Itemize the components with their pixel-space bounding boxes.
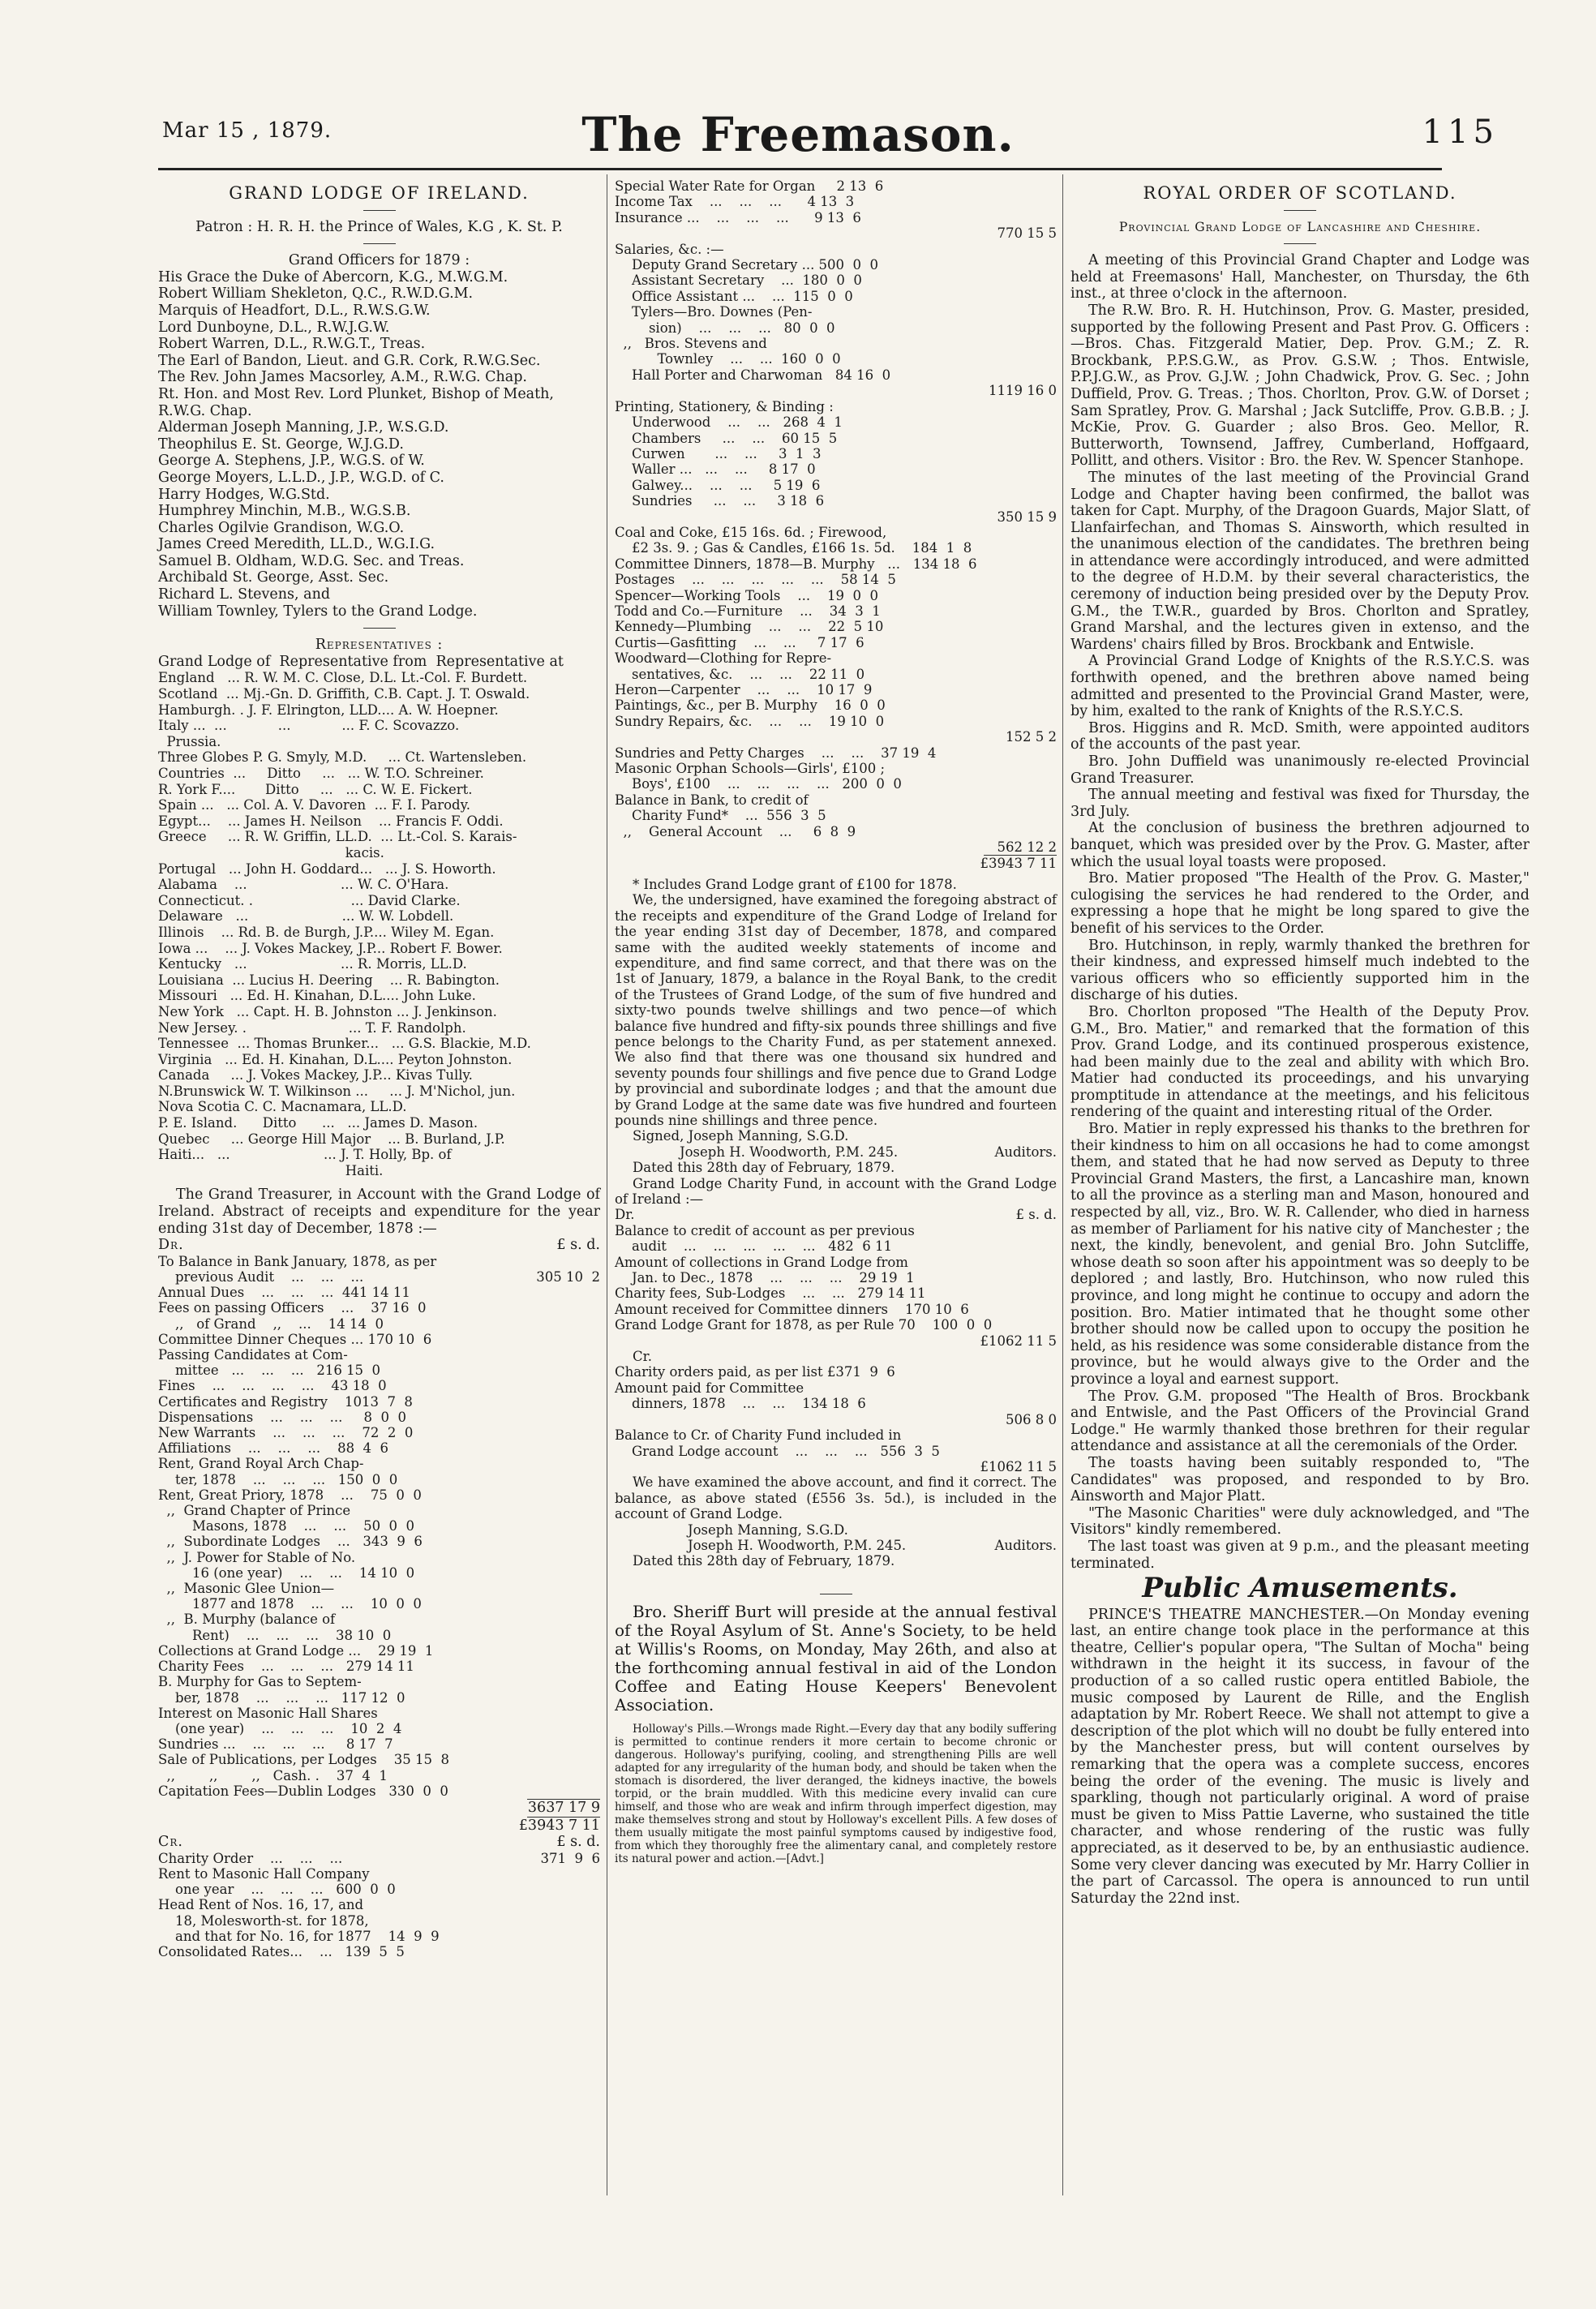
receipt-line [158, 1596, 600, 1612]
representative-line: kacis. [158, 844, 384, 861]
receipt-line [158, 1752, 600, 1767]
payment-line [158, 1882, 600, 1897]
expense-line: Sundry Repairs, &c. ... ... 19 10 0 [615, 713, 885, 729]
divider [363, 210, 396, 211]
article-heading: GRAND LODGE OF IRELAND. [229, 183, 530, 203]
charity-line: Amount received for Committee dinners 170 10 6 [615, 1301, 969, 1317]
salary-line: Townley ... ... 160 0 0 [615, 351, 841, 367]
receipt-line-label: Passing Candidates at Com- [158, 1347, 348, 1363]
payment-line [158, 1929, 600, 1944]
receipt-line-label: Fees on passing Officers ... 37 16 0 [158, 1300, 427, 1316]
divider [1284, 210, 1316, 211]
officer-line: Alderman Joseph Manning, J.P., W.S.G.D. [158, 419, 449, 436]
article-paragraph: Bro. Hutchinson, in reply, warmly thanked the brethren for their kindness, and expressed himself much indebted to the various officers who so efficiently supported him in the discharge of his duties. [1070, 937, 1530, 1004]
representatives-header: Grand Lodge of Representative from Representative at [158, 653, 564, 670]
masthead-rule [158, 168, 1442, 170]
officer-line: Harry Hodges, W.G.Std. [158, 486, 330, 503]
lsd-header: £ s. d. [556, 1237, 600, 1254]
article-subheading: Provincial Grand Lodge of Lancashire and Cheshire. [1118, 219, 1482, 234]
charity-line: Balance to credit of account as per previous [615, 1222, 915, 1238]
representative-line: Tennessee ... Thomas Brunker... ... G.S. Blackie, M.D. [158, 1036, 531, 1052]
representative-line: R. York F.... Ditto ... ... C. W. E. Fickert. [158, 781, 473, 797]
receipt-line [158, 1410, 600, 1425]
officers-list [158, 269, 600, 620]
officer-line: Samuel B. Oldham, W.D.G. Sec. and Treas. [158, 552, 465, 569]
receipts-total: £3943 7 11 [518, 1817, 600, 1834]
representative-line: P. E. Island. Ditto ... ... James D. Mason. [158, 1115, 478, 1131]
salaries-list [615, 242, 1057, 384]
charity-total-2: £1062 11 5 [980, 1458, 1057, 1474]
receipt-line-label: Capitation Fees—Dublin Lodges 330 0 0 [158, 1783, 448, 1799]
expense-line: Special Water Rate for Organ 2 13 6 [615, 178, 884, 194]
receipt-line [158, 1518, 600, 1534]
payment-line [158, 1944, 600, 1959]
receipt-line-label: Charity Fees ... ... ... 279 14 11 [158, 1659, 414, 1675]
expense-line: Charity Fund* ... 556 3 5 [615, 808, 826, 824]
printing-line: Chambers ... ... 60 15 5 [615, 430, 838, 446]
expense-line: Todd and Co.—Furniture ... 34 3 1 [615, 603, 881, 619]
representative-line: New York ... Capt. H. B. Johnston ... J. Jenkinson. [158, 1003, 497, 1019]
misc-list [615, 588, 1057, 730]
receipt-line-label: Sundries ... ... ... ... 8 17 7 [158, 1736, 393, 1753]
receipt-line-label: Masons, 1878 ... ... 50 0 0 [158, 1518, 415, 1534]
officer-line: Charles Ogilvie Grandison, W.G.O. [158, 519, 405, 536]
receipt-line [158, 1472, 600, 1487]
representative-line: N.Brunswick W. T. Wilkinson ... ... J. M'Nichol, jun. [158, 1083, 516, 1099]
column-2 [615, 178, 1057, 1865]
subtotal-a: 770 15 5 [997, 225, 1057, 242]
receipt-line-label: ,, Grand Chapter of Prince [158, 1503, 351, 1519]
auditors-label-2: Auditors. [994, 1537, 1057, 1553]
dated-line-2: Dated this 28th day of February, 1879. [633, 1553, 895, 1569]
receipt-line-label: previous Audit ... ... ... [158, 1269, 364, 1285]
article-paragraph: At the conclusion of business the brethren adjourned to banquet, which was presided over by the Prov. G. Master, after which the usual loyal toasts were proposed. [1070, 820, 1530, 870]
payment-line-label: Consolidated Rates... ... 139 5 5 [158, 1943, 405, 1959]
officer-line: William Townley, Tylers to the Grand Lodge. [158, 603, 478, 620]
receipt-line-label: Sale of Publications, per Lodges 35 15 8 [158, 1752, 449, 1768]
officer-line: George A. Stephens, J.P., W.G.S. of W. [158, 453, 425, 470]
expense-line: sentatives, &c. ... ... 22 11 0 [615, 666, 865, 682]
officer-line: Archibald St. George, Asst. Sec. [158, 569, 389, 586]
receipt-line [158, 1628, 600, 1643]
article-paragraph: The R.W. Bro. R. H. Hutchinson, Prov. G. Master, presided, supported by the following Present and Past Prov. G. Officers :—Bros. Chas. Fitzgerald Matier, Dep. Prov. G.M.; Z. R. Brockbank, P.P.S.G.W., as Prov. G.S.W. ; Thos. Entwisle, P.P.J.G.W., as Prov. G.J.W. ; John Chadwick, Prov. G. Sec. ; John Duffield, Prov. G. Treas. ; Thos. Chorlton, Prov. G.W. of Dorset ; Sam Spratley, Prov. G. Marshal ; Jack Sutcliffe, Prov. G.B.B. ; J. McKie, Prov. G. Guarder ; also Bros. Geo. Mellor, R. Butterworth, Townsend, Jaffrey, Cumberland, Hoffgaard, Pollitt, and others. Visitor : Bro. the Rev. W. Spencer Stanhope. [1070, 302, 1530, 470]
receipt-line-label: ,, of Grand ,, ... 14 14 0 [158, 1315, 384, 1332]
representative-line: Hamburgh. . J. F. Elrington, LLD.... A. W. Hoepner. [158, 702, 499, 718]
signature-4: Joseph H. Woodworth, P.M. 245. [688, 1537, 907, 1553]
representative-line: Missouri ... Ed. H. Kinahan, D.L.... John Luke. [158, 988, 476, 1004]
receipt-line [158, 1612, 600, 1627]
charity-dr-items [615, 1223, 1057, 1333]
expense-line: Paintings, &c., per B. Murphy 16 0 0 [615, 697, 886, 714]
receipt-line-label: Rent, Grand Royal Arch Chap- [158, 1456, 364, 1472]
payment-line-label: Head Rent of Nos. 16, 17, and [158, 1897, 364, 1913]
charity-line: Jan. to Dec., 1878 ... ... ... 29 19 1 [615, 1270, 915, 1286]
officer-line: Robert William Shekleton, Q.C., R.W.D.G.M. [158, 285, 474, 303]
patron-line: Patron : H. R. H. the Prince of Wales, K.G , K. St. P. [195, 218, 563, 235]
receipt-line [158, 1550, 600, 1565]
article-paragraph: Bro. Matier in reply expressed his thanks to the brethren for their kindness to him on all occasions he had to come amongst them, and stated that he had now served as Deputy to three Provincial Grand Masters, the first, a Lancashire man, known to all the province as a sterling man and Mason, honoured and respected by all, viz., Bro. W. R. Callender, who died in harness as member of Parliament for his native city of Manchester ; the next, the kindly, benevolent, and genial Bro. John Sutcliffe, whose death so soon after his appointment was so deeply to be deplored ; and lastly, Bro. Hutchinson, who now ruled this province, and long might he continue to occupy and adorn the position. Bro. Matier intimated that he thought some other brother should now be called upon to occupy the position he held, as his residence was some considerable distance from the province, but he would always give to the Order and the province a loyal and earnest support. [1070, 1121, 1530, 1388]
receipt-line [158, 1254, 600, 1269]
printing-list [615, 399, 1057, 509]
receipt-line-label: Committee Dinner Cheques ... 170 10 6 [158, 1331, 432, 1347]
sheriff-notice: Bro. Sheriff Burt will preside at the annual festival of the Royal Asylum of St. Anne's Society, to be held at Willis's Rooms, on Monday, May 26th, and also at the forthcoming annual festival in aid of the London Coffee and Eating House Keepers' Benevolent Association. [615, 1601, 1057, 1715]
representative-line: Countries ... Ditto ... ... W. T.O. Schreiner. [158, 766, 484, 781]
receipt-line-label: Rent, Great Priory, 1878 ... 75 0 0 [158, 1487, 422, 1503]
expense-line: £2 3s. 9. ; Gas & Candles, £166 1s. 5d. 184 1 8 [615, 540, 972, 556]
expense-line: Spencer—Working Tools ... 19 0 0 [615, 587, 879, 603]
salary-line: Deputy Grand Secretary ... 500 0 0 [615, 257, 879, 273]
article-paragraph: Bro. Matier proposed "The Health of the Prov. G. Master," culogising the services he had rendered to the Order, and expressing a hope that he might be long spared to give the benefit of his services to the Order. [1070, 870, 1530, 937]
receipt-line-label: Fines ... ... ... ... 43 18 0 [158, 1378, 387, 1394]
auditors-label: Auditors. [994, 1144, 1057, 1160]
representative-line: Delaware ... ... W. W. Lobdell. [158, 908, 454, 925]
section-heading: Public Amusements. [1142, 1572, 1458, 1605]
charity-cr-items [615, 1364, 1057, 1411]
holloway-advert: Holloway's Pills.—Wrongs made Right.—Every day that any bodily suffering is permitted to continue renders it more certain to become chronic or dangerous. Holloway's purifying, cooling, and strengthening Pills are well adapted for any irregularity of the human body, and should be taken when the stomach is disordered, the liver deranged, the kidneys inactive, the bowels torpid, or the brain muddled. With this medicine every invalid can cure himself, and those who are weak and infirm through imperfect digestion, may make themselves strong and stout by Holloway's excellent Pills. A few doses of them usually mitigate the most painful symptoms caused by indigestive food, from which they thoroughly free the alimentary canal, and completely restore its natural power and action.—[Advt.] [615, 1722, 1057, 1865]
payment-line [158, 1866, 600, 1882]
charity-cr-label: Cr. [633, 1349, 652, 1365]
charity-title: Grand Lodge Charity Fund, in account with the Grand Lodge of Ireland :— [615, 1175, 1057, 1207]
receipt-line-label: ,, B. Murphy (balance of [158, 1612, 336, 1628]
receipt-line-label: Dispensations ... ... ... 8 0 0 [158, 1409, 407, 1425]
lsd-header: £ s. d. [556, 1834, 600, 1851]
officer-line: The Rev. John James Macsorley, A.M., R.W.G. Chap. [158, 369, 527, 386]
page-number: 115 [1422, 114, 1499, 151]
subtotal-b: 1119 16 0 [989, 383, 1057, 399]
representatives-title: Representatives : [315, 637, 444, 654]
payment-line [158, 1897, 600, 1912]
representative-line: Italy ... ... ... ... F. C. Scovazzo. [158, 718, 460, 734]
signature-3: Joseph Manning, S.G.D. [688, 1521, 848, 1538]
expense-line: Boys', £100 ... ... ... ... 200 0 0 [615, 776, 902, 792]
subtotal-c: 350 15 9 [997, 509, 1057, 525]
expense-line: Postages ... ... ... ... ... 58 14 5 [615, 572, 896, 588]
charity-dr-label: Dr. [615, 1207, 635, 1223]
receipt-line [158, 1643, 600, 1659]
representative-line: Quebec ... George Hill Major ... B. Burland, J.P. [158, 1131, 505, 1147]
representative-line: Spain ... ... Col. A. V. Davoren ... F. I. Parody. [158, 797, 470, 813]
article-paragraph: The toasts having been suitably responded to, "The Candidates" was proposed, and responded to by Bro. Ainsworth and Major Platt. [1070, 1454, 1530, 1505]
masthead [49, 107, 1547, 169]
payment-line-label: Charity Order ... ... ... [158, 1850, 343, 1866]
receipt-line [158, 1425, 600, 1440]
printing-line: Waller ... ... ... 8 17 0 [615, 461, 816, 478]
receipt-line-label: (one year) ... ... ... 10 2 4 [158, 1720, 402, 1736]
receipt-line [158, 1378, 600, 1393]
receipt-line-label: Affiliations ... ... ... 88 4 6 [158, 1440, 389, 1457]
signature-2: Joseph H. Woodworth, P.M. 245. [680, 1144, 899, 1160]
expense-line: Woodward—Clothing for Repre- [615, 650, 832, 667]
expense-line: Curtis—Gasfitting ... ... 7 17 6 [615, 634, 865, 650]
payment-line-label: one year ... ... ... 600 0 0 [158, 1882, 396, 1898]
expense-line: Masonic Orphan Schools—Girls', £100 ; [615, 761, 886, 777]
receipt-line [158, 1503, 600, 1518]
receipt-line [158, 1394, 600, 1410]
expense-line: Insurance ... ... ... ... 9 13 6 [615, 209, 861, 225]
receipt-line [158, 1487, 600, 1503]
expense-line: Sundries and Petty Charges ... ... 37 19 4 [615, 745, 937, 761]
salary-line: Hall Porter and Charwoman 84 16 0 [615, 367, 891, 383]
representative-line: Iowa ... ... J. Vokes Mackey, J.P... Robert F. Bower. [158, 940, 503, 956]
charity-line: Charity fees, Sub-Lodges ... ... 279 14 11 [615, 1285, 926, 1302]
article-paragraph: A Provincial Grand Lodge of Knights of the R.S.Y.C.S. was forthwith opened, and the brethren above named being admitted and presented to the Provincial Grand Master, were, by him, exalted to the rank of Knights of the R.S.Y.C.S. [1070, 653, 1530, 720]
receipt-line [158, 1706, 600, 1721]
receipt-line-label: Interest on Masonic Hall Shares [158, 1705, 378, 1721]
payment-line-amount: 371 9 6 [540, 1850, 600, 1866]
charity-lsd-header: £ s. d. [1015, 1207, 1057, 1223]
representative-line: Haiti. [158, 1162, 384, 1178]
expense-line: Income Tax ... ... ... 4 13 3 [615, 194, 855, 210]
representative-line: Louisiana ... Lucius H. Deering ... R. Babington. [158, 972, 500, 988]
officer-line: Marquis of Headfort, D.L., R.W.S.G.W. [158, 302, 431, 319]
payments-list [158, 1851, 600, 1959]
article-paragraph: The minutes of the last meeting of the Provincial Grand Lodge and Chapter having been confirmed, the ballot was taken for Capt. Murphy, of the Dragoon Guards, Major Slatt, of Llanfairfechan, and Thomas S. Ainsworth, which resulted in the unanimous election of the candidates. The brethren being in attendance were accordingly introduced, and were admitted to the degree of H.D.M. by their several characteristics, the ceremony of induction being presided over by the Deputy Prov. G.M., the T.W.R., guarded by Bros. Chorlton and Spratley, Grand Marshal, and the lectures given in extenso, and the Wardens' chairs filled by Bros. Brockbank and Entwisle. [1070, 469, 1530, 653]
officer-line: James Creed Meredith, LL.D., W.G.I.G. [158, 536, 435, 553]
salary-line: Office Assistant ... ... 115 0 0 [615, 288, 853, 304]
receipt-line-label: ,, Subordinate Lodges ... 343 9 6 [158, 1534, 423, 1550]
expense-line: Heron—Carpenter ... ... 10 17 9 [615, 682, 873, 697]
article-paragraph: Bro. John Duffield was unanimously re-elected Provincial Grand Treasurer. [1070, 753, 1530, 787]
receipt-line-label: To Balance in Bank January, 1878, as per [158, 1253, 437, 1269]
receipt-line-label: ter, 1878 ... ... ... 150 0 0 [158, 1471, 398, 1487]
receipt-line [158, 1269, 600, 1285]
salary-line: Assistant Secretary ... 180 0 0 [615, 273, 862, 289]
receipt-line [158, 1659, 600, 1674]
charity-line: Grand Lodge Grant for 1878, as per Rule 70 100 0 0 [615, 1317, 993, 1333]
audit-paragraph: We, the undersigned, have examined the foregoing abstract of the receipts and expenditure of the Grand Lodge of Ireland for the year ending 31st day of December, 1878, and compared same with the audited weekly statements of income and expenditure, and find same correct, and that there was on the 1st of January, 1879, a balance in the Royal Bank, to the credit of the Trustees of Grand Lodge, of the sum of five hundred and sixty-two pounds twelve shillings and two pence—of which balance five hundred and fifty-six pounds three shillings and five pence belongs to the Charity Fund, as per statement annexed. We also find that there was one thousand six hundred and seventy pounds four shillings and five pence due to Grand Lodge by provincial and subordinate lodges ; and that the amount due by Grand Lodge at the same date was five hundred and fourteen pounds nine shillings and three pence. [615, 892, 1057, 1128]
expense-line: Kennedy—Plumbing ... ... 22 5 10 [615, 619, 884, 635]
representative-line: Portugal ... John H. Goddard... ... J. S. Howorth. [158, 861, 496, 877]
officer-line: Rt. Hon. and Most Rev. Lord Plunket, Bishop of Meath, R.W.G. Chap. [158, 385, 554, 419]
charity-line: dinners, 1878 ... ... 134 18 6 [615, 1396, 866, 1412]
expense-line: Coal and Coke, £15 16s. 6d. ; Firewood, [615, 524, 887, 540]
newspaper-title: The Freemason. [581, 107, 1015, 162]
charity-line: Amount paid for Committee [615, 1380, 804, 1396]
receipt-line [158, 1456, 600, 1471]
receipt-line-label: 16 (one year) ... ... 14 10 0 [158, 1564, 415, 1581]
receipt-line [158, 1285, 600, 1300]
divider [1284, 243, 1316, 244]
charity-line: Charity orders paid, as per list £371 9 6 [615, 1364, 895, 1380]
receipt-line-label: ,, Masonic Glee Union— [158, 1581, 335, 1597]
receipt-line [158, 1300, 600, 1315]
issue-date: Mar 15 , 1879. [162, 118, 332, 143]
receipt-line-label: New Warrants ... ... ... 72 2 0 [158, 1425, 414, 1441]
receipt-line [158, 1581, 600, 1596]
receipt-line-label: 1877 and 1878 ... ... 10 0 0 [158, 1596, 422, 1612]
representative-line: Three Globes P. G. Smyly, M.D. ... Ct. Wartensleben. [158, 749, 527, 766]
receipt-line-label: Rent) ... ... ... 38 10 0 [158, 1627, 392, 1643]
receipt-line [158, 1332, 600, 1347]
printing-line: Sundries ... ... 3 18 6 [615, 493, 825, 509]
receipts-list [158, 1254, 600, 1799]
receipt-line [158, 1347, 600, 1363]
receipt-line [158, 1674, 600, 1689]
footnote: * Includes Grand Lodge grant of £100 for 1878. [633, 876, 957, 892]
representative-line: Connecticut. . ... David Clarke. [158, 892, 461, 908]
representatives-list [158, 670, 600, 1178]
officer-line: The Earl of Bandon, Lieut. and G.R. Cork, R.W.G.Sec. [158, 352, 541, 369]
article-paragraph: The annual meeting and festival was fixed for Thursday, the 3rd July. [1070, 787, 1530, 820]
officer-line: George Moyers, L.L.D., J.P., W.G.D. of C. [158, 469, 444, 486]
receipt-line-label: Annual Dues ... ... ... 441 14 11 [158, 1285, 410, 1301]
charity-line: Grand Lodge account ... ... ... 556 3 5 [615, 1443, 940, 1459]
grand-total: £3943 7 11 [980, 856, 1057, 872]
article-heading: ROYAL ORDER OF SCOTLAND. [1143, 183, 1457, 203]
charity-subtotal: 506 8 0 [1006, 1411, 1057, 1427]
representative-line: Haiti... ... ... J. T. Holly, Bp. of [158, 1147, 452, 1163]
printing-line: Printing, Stationery, & Binding : [615, 398, 834, 414]
receipt-line [158, 1534, 600, 1549]
salary-line: Salaries, &c. :— [615, 241, 724, 257]
charity-line: audit ... ... ... ... ... 482 6 11 [615, 1238, 892, 1255]
receipt-line [158, 1565, 600, 1581]
expense-line: Committee Dinners, 1878—B. Murphy ... 134 18 6 [615, 556, 977, 572]
dr-label: Dr. [158, 1237, 184, 1254]
article-body [1070, 252, 1530, 1572]
article-paragraph: The Prov. G.M. proposed "The Health of Bros. Brockbank and Entwisle, and the Past Officers of the Provincial Grand Lodge." He warmly thanked those brethren for their regular attendance and assistance at all the ceremonials of the Order. [1070, 1388, 1530, 1455]
receipt-line-amount: 305 10 2 [536, 1269, 600, 1285]
printing-line: Galwey... ... ... 5 19 6 [615, 477, 821, 493]
article-paragraph: Bro. Chorlton proposed "The Health of the Deputy Prov. G.M., Bro. Matier," and remarked that the formation of this Prov. Grand Lodge, and its continued prosperous existence, had been mainly due to the zeal and ability with which Bro. Matier had conducted its proceedings, and his unvarying promptitude in attendance at the meetings, and his felicitous rendering of the quaint and interesting ritual of the Order. [1070, 1003, 1530, 1121]
expense-line: Balance in Bank, to credit of [615, 792, 809, 808]
divider [363, 243, 396, 244]
article-paragraph: A meeting of this Provincial Grand Chapter and Lodge was held at Freemasons' Hall, Manchester, on Thursday, the 6th inst., at three o'clock in the afternoon. [1070, 252, 1530, 303]
printing-line: Underwood ... ... 268 4 1 [615, 414, 843, 431]
payment-line-label: Rent to Masonic Hall Company [158, 1865, 370, 1882]
receipt-line [158, 1721, 600, 1736]
payment-line [158, 1851, 600, 1866]
divider [363, 628, 396, 629]
column-divider [1062, 174, 1063, 2195]
column-3 [1070, 178, 1530, 1907]
receipt-line-label: Collections at Grand Lodge ... 29 19 1 [158, 1642, 434, 1659]
representative-line: Prussia. [158, 733, 221, 749]
officer-line: His Grace the Duke of Abercorn, K.G., M.W.G.M. [158, 268, 508, 285]
representative-line: Illinois ... Rd. B. de Burgh, J.P.... Wiley M. Egan. [158, 924, 495, 940]
representative-line: New Jersey. . ... T. F. Randolph. [158, 1019, 466, 1036]
audit-paragraph-2: We have examined the above account, and find it correct. The balance, as above stated (£556 3s. 5d.), is included in the account of Grand Lodge. [615, 1474, 1057, 1522]
receipt-line-label: ,, J. Power for Stable of No. [158, 1549, 356, 1565]
officer-line: Humphrey Minchin, M.B., W.G.S.B. [158, 503, 411, 520]
receipt-line [158, 1316, 600, 1332]
article-paragraph: The last toast was given at 9 p.m., and the pleasant meeting terminated. [1070, 1538, 1530, 1572]
receipt-line [158, 1768, 600, 1783]
subtotal-e: 562 12 2 [997, 839, 1057, 856]
representative-line: Canada ... J. Vokes Mackey, J.P... Kivas Tully. [158, 1067, 473, 1084]
salary-line: ,, Bros. Stevens and [615, 336, 767, 352]
charity-line: Amount of collections in Grand Lodge from [615, 1254, 908, 1270]
subtotal-d: 152 5 2 [1006, 729, 1057, 745]
representative-line: Virginia ... Ed. H. Kinahan, D.L.... Peyton Johnston. [158, 1051, 513, 1067]
charity-total-1: £1062 11 5 [980, 1333, 1057, 1349]
expenses-list-a [615, 178, 1057, 225]
article-paragraph: Bros. Higgins and R. McD. Smith, were appointed auditors of the accounts of the past year. [1070, 719, 1530, 753]
officer-line: Theophilus E. St. George, W.J.G.D. [158, 436, 404, 453]
column-1 [158, 178, 600, 1959]
salary-line: Tylers—Bro. Downes (Pen- [615, 304, 813, 320]
receipt-line-label: ,, ,, ,, Cash. . 37 4 1 [158, 1767, 388, 1783]
signature-1: Signed, Joseph Manning, S.G.D. [633, 1128, 849, 1144]
receipts-subtotal: 3637 17 9 [527, 1799, 600, 1816]
payment-line [158, 1913, 600, 1929]
representative-line: Egypt... ... James H. Neilson ... Francis F. Oddi. [158, 813, 504, 829]
receipt-line-label: mittee ... ... ... 216 15 0 [158, 1363, 381, 1379]
representative-line: Alabama ... ... W. C. O'Hara. [158, 877, 449, 893]
dated-line: Dated this 28th day of February, 1879. [633, 1160, 895, 1176]
charity-balance-items [615, 1427, 1057, 1459]
representative-line: Kentucky ... ... R. Morris, LL.D. [158, 956, 467, 972]
coal-list [615, 525, 1057, 588]
receipt-line [158, 1363, 600, 1378]
receipt-line [158, 1690, 600, 1706]
payment-line-label: 18, Molesworth-st. for 1878, [158, 1912, 369, 1929]
representative-line: Greece ... R. W. Griffin, LL.D. ... Lt.-Col. S. Karais- [158, 829, 517, 845]
cr-label: Cr. [158, 1834, 183, 1851]
receipt-line-label: Certificates and Registry 1013 7 8 [158, 1393, 413, 1410]
expense-line: ,, General Account ... 6 8 9 [615, 823, 856, 839]
receipt-line [158, 1736, 600, 1752]
receipt-line [158, 1783, 600, 1799]
theatre-review: PRINCE'S THEATRE MANCHESTER.—On Monday evening last, an entire change took place in the performance at this theatre, Cellier's popular opera, "The Sultan of Mocha" being withdrawn in the height it its success, in favour of the production of a so called rustic opera entitled Babiole, the music composed by Laurent de Rille, and the English adaptation by Mr. Robert Reece. We shall not attempt to give a description of the plot which will no doubt be fully entered into by the Manchester press, but will content ourselves by remarking that the opera was a complete success, encores being the order of the evening. The music is lively and sparkling, though not particularly original. A word of praise must be given to Miss Pattie Laverne, who sustained the title character, and whose rendering of the rustic was fully appreciated, as it deserved to be, by an enthusiastic audience. Some very clever dancing was executed by Mr. Harry Collier in the part of Carcassol. The opera is announced to run until Saturday the 22nd inst. [1070, 1606, 1530, 1907]
charity-line: Balance to Cr. of Charity Fund included in [615, 1427, 902, 1444]
receipt-line [158, 1440, 600, 1456]
salary-line: sion) ... ... ... 80 0 0 [615, 320, 835, 336]
sundries-list [615, 745, 1057, 839]
payment-line-label: and that for No. 16, for 1877 14 9 9 [158, 1928, 440, 1944]
officer-line: Richard L. Stevens, and [158, 586, 331, 603]
treasurer-paragraph: The Grand Treasurer, in Account with the Grand Lodge of Ireland. Abstract of receipts and expenditure for the year ending 31st day of December, 1878 :— [158, 1187, 600, 1237]
receipt-line-label: B. Murphy for Gas to Septem- [158, 1674, 362, 1690]
officer-line: Lord Dunboyne, D.L., R.W.J.G.W. [158, 319, 390, 336]
representative-line: England ... R. W. M. C. Close, D.L. Lt.-Col. F. Burdett. [158, 670, 528, 686]
article-paragraph: "The Masonic Charities" were duly acknowledged, and "The Visitors" kindly remembered. [1070, 1504, 1530, 1539]
officer-line: Robert Warren, D.L., R.W.G.T., Treas. [158, 336, 426, 353]
officers-title: Grand Officers for 1879 : [288, 252, 470, 269]
representative-line: Nova Scotia C. C. Macnamara, LL.D. [158, 1099, 407, 1115]
representative-line: Scotland ... Mj.-Gn. D. Griffith, C.B. Capt. J. T. Oswald. [158, 686, 530, 702]
receipt-line-label: ber, 1878 ... ... ... 117 12 0 [158, 1689, 405, 1706]
printing-line: Curwen ... ... 3 1 3 [615, 445, 822, 461]
